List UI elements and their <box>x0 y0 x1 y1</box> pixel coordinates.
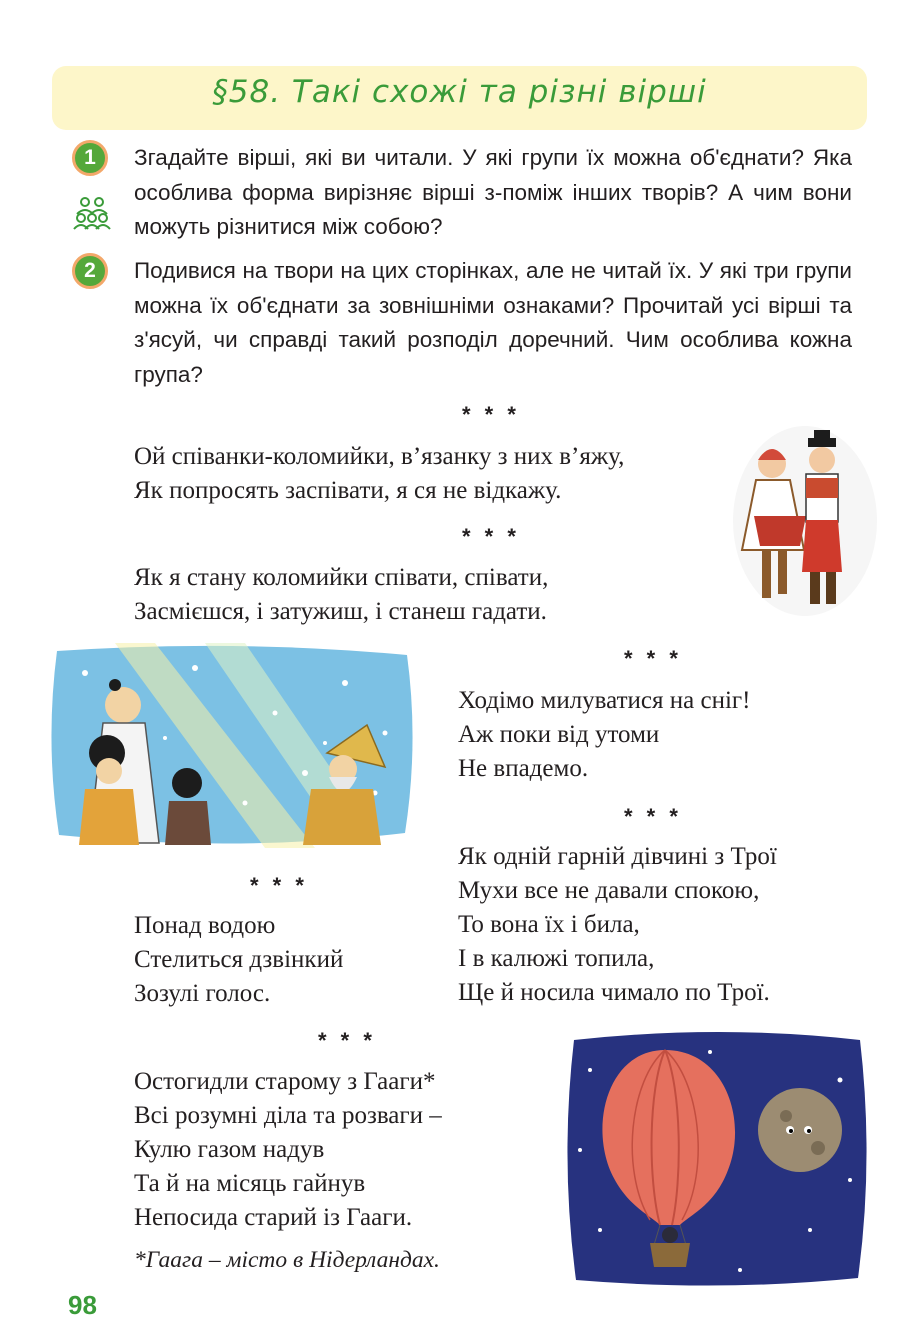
poem-separator: * * * <box>624 646 682 671</box>
poem-limerick-hague <box>134 1065 442 1235</box>
poem-separator: * * * <box>250 873 308 898</box>
poem-line: Як одній гарній дівчині з Трої <box>458 843 777 870</box>
poem-haiku-snow <box>458 684 750 786</box>
poem-separator: * * * <box>318 1028 376 1053</box>
task-number-badge: 2 <box>72 253 108 289</box>
task-2-text: Подивися на твори на цих сторінках, але не читай їх. У які три групи можна їх об'єднати за зовнішніми ознаками? Прочитай усі вірші та з'ясуй, чи справді такий розподіл доречний. Чим особлива кожна група? <box>134 258 852 387</box>
task-1-text: Згадайте вірші, які ви читали. У які групи їх можна об'єднати? Яка особлива форма вирізняє вірші з-поміж інших творів? А чим вони можуть різнитися між собою? <box>134 145 852 239</box>
poem-line: Не впадемо. <box>458 755 589 782</box>
poem-line: То вона їх і била, <box>458 911 640 938</box>
poem-kolomyika-2 <box>134 561 548 629</box>
poem-haiku-cuckoo <box>134 909 343 1011</box>
poem-line: Стелиться дзвінкий <box>134 946 344 973</box>
poem-line: Ой співанки-коломийки, в’язанку з них в’яжу, <box>134 443 625 470</box>
poem-line: Остогидли старому з Гааги* <box>134 1068 436 1095</box>
footnote: *Гаага – місто в Нідерландах. <box>134 1247 440 1273</box>
poem-line: Кулю газом надув <box>134 1136 325 1163</box>
poem-line: Як я стану коломийки співати, співати, <box>134 564 549 591</box>
section-title: §58. Такі схожі та різні вірші <box>212 74 707 110</box>
poem-line: Ходімо милуватися на сніг! <box>458 687 751 714</box>
poem-line: Понад водою <box>134 912 276 939</box>
poem-separator: * * * <box>462 402 520 427</box>
balloon-moon-illustration <box>560 1030 872 1290</box>
poem-limerick-troy <box>458 840 777 1010</box>
poem-line: Ще й носила чимало по Трої. <box>458 979 770 1006</box>
poem-line: Мухи все не давали спокою, <box>458 877 760 904</box>
poem-line: Як попросять заспівати, я ся не відкажу. <box>134 477 562 504</box>
poem-line: Непосида старий із Гааги. <box>134 1204 413 1231</box>
poem-line: Всі розумні діла та розваги – <box>134 1102 442 1129</box>
snow-viewing-illustration <box>45 643 420 848</box>
dancers-illustration <box>730 416 880 616</box>
poem-line: Та й на місяць гайнув <box>134 1170 366 1197</box>
poem-line: Засмієшся, і затужиш, і станеш гадати. <box>134 598 547 625</box>
page-number: 98 <box>68 1290 97 1320</box>
poem-separator: * * * <box>462 524 520 549</box>
group-work-icon <box>73 196 111 230</box>
poem-kolomyika-1 <box>134 440 624 508</box>
poem-line: Аж поки від утоми <box>458 721 660 748</box>
poem-line: І в калюжі топила, <box>458 945 655 972</box>
poem-line: Зозулі голос. <box>134 980 271 1007</box>
task-number-badge: 1 <box>72 140 108 176</box>
poem-separator: * * * <box>624 804 682 829</box>
